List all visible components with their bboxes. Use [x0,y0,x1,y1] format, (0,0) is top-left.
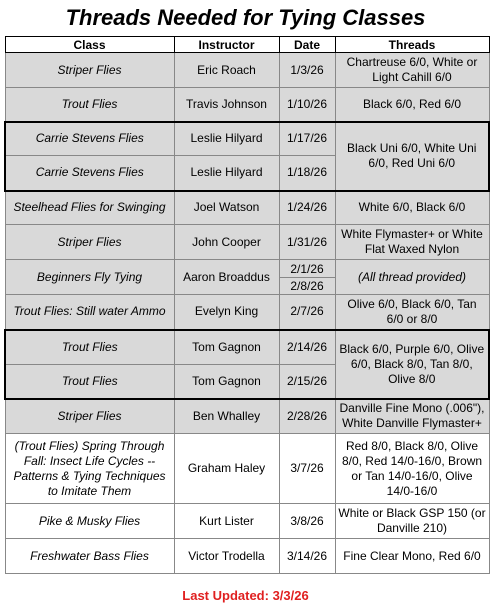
table-row [5,225,489,260]
table-row [5,88,489,122]
class-cell: Beginners Fly Tying [5,260,174,295]
threads-cell: Danville Fine Mono (.006"), White Danville Flymaster+ [335,399,489,434]
class-cell: Striper Flies [5,53,174,88]
threads-cell: Olive 6/0, Black 6/0, Tan 6/0 or 8/0 [335,295,489,330]
instructor-cell: Tom Gagnon [174,365,279,399]
instructor-cell: Victor Trodella [174,539,279,574]
class-cell: Carrie Stevens Flies [5,122,174,156]
table-header-row [5,37,489,53]
class-cell: Steelhead Flies for Swinging [5,191,174,225]
threads-cell: White or Black GSP 150 (or Danville 210) [335,504,489,539]
instructor-cell: Evelyn King [174,295,279,330]
table-row [5,434,489,504]
date-cell: 2/7/26 [279,295,335,330]
date-cell: 3/7/26 [279,434,335,504]
date-cell: 3/14/26 [279,539,335,574]
table-row [5,504,489,539]
date-first: 2/1/26 [280,261,335,278]
instructor-cell: Eric Roach [174,53,279,88]
threads-cell: Chartreuse 6/0, White or Light Cahill 6/0 [335,53,489,88]
threads-cell: Fine Clear Mono, Red 6/0 [335,539,489,574]
instructor-cell: Kurt Lister [174,504,279,539]
table-row [5,191,489,225]
class-cell: Freshwater Bass Flies [5,539,174,574]
instructor-cell: Travis Johnson [174,88,279,122]
date-cell: 1/17/26 [279,122,335,156]
instructor-cell: Leslie Hilyard [174,156,279,191]
table-row [5,399,489,434]
instructor-cell: Graham Haley [174,434,279,504]
class-cell: Striper Flies [5,399,174,434]
threads-cell: Black 6/0, Red 6/0 [335,88,489,122]
threads-cell: White 6/0, Black 6/0 [335,191,489,225]
date-cell: 2/15/26 [279,365,335,399]
header-class: Class [5,37,174,53]
date-cell [279,260,335,295]
date-cell: 1/18/26 [279,156,335,191]
threads-cell: Black Uni 6/0, White Uni 6/0, Red Uni 6/0 [335,122,489,191]
table-row [5,330,489,365]
instructor-cell: Leslie Hilyard [174,122,279,156]
class-cell: Trout Flies [5,88,174,122]
date-cell: 1/24/26 [279,191,335,225]
header-instructor: Instructor [174,37,279,53]
threads-cell: (All thread provided) [335,260,489,295]
date-cell: 1/10/26 [279,88,335,122]
table-row [5,53,489,88]
header-date: Date [279,37,335,53]
date-cell: 2/14/26 [279,330,335,365]
instructor-cell: John Cooper [174,225,279,260]
instructor-cell: Tom Gagnon [174,330,279,365]
class-cell: Pike & Musky Flies [5,504,174,539]
instructor-cell: Aaron Broaddus [174,260,279,295]
header-threads: Threads [335,37,489,53]
last-updated: Last Updated: 3/3/26 [182,588,309,603]
table-row [5,122,489,156]
date-cell: 2/28/26 [279,399,335,434]
table-row [5,539,489,574]
table-row [5,295,489,330]
class-cell: Carrie Stevens Flies [5,156,174,191]
threads-cell: Black 6/0, Purple 6/0, Olive 6/0, Black 8/0, Tan 8/0, Olive 8/0 [335,330,489,399]
threads-cell: Red 8/0, Black 8/0, Olive 8/0, Red 14/0-16/0, Brown or Tan 14/0-16/0, Olive 14/0-16/0 [335,434,489,504]
class-cell: Trout Flies: Still water Ammo [5,295,174,330]
class-cell: (Trout Flies) Spring Through Fall: Insect Life Cycles -- Patterns & Tying Techniques to Imitate Them [5,434,174,504]
date-cell: 1/3/26 [279,53,335,88]
class-cell: Striper Flies [5,225,174,260]
class-cell: Trout Flies [5,330,174,365]
date-second: 2/8/26 [290,278,324,293]
page-title: Threads Needed for Tying Classes [65,5,426,30]
date-cell: 1/31/26 [279,225,335,260]
instructor-cell: Joel Watson [174,191,279,225]
date-cell: 3/8/26 [279,504,335,539]
threads-table [4,36,490,574]
instructor-cell: Ben Whalley [174,399,279,434]
table-row [5,260,489,295]
class-cell: Trout Flies [5,365,174,399]
threads-cell: White Flymaster+ or White Flat Waxed Nylon [335,225,489,260]
